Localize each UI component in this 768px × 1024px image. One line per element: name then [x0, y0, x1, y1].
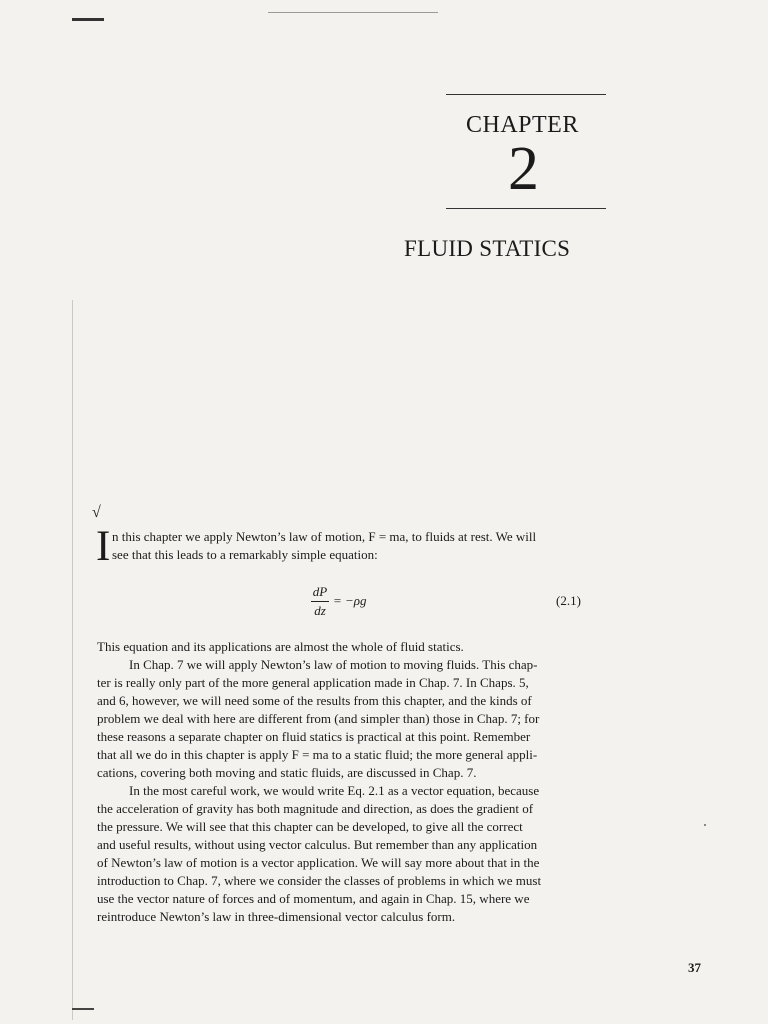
- chapter-rule-bottom: [446, 208, 606, 209]
- body-line: these reasons a separate chapter on fluid statics is practical at this point. Remember: [97, 729, 531, 744]
- body-line: reintroduce Newton’s law in three-dimensional vector calculus form.: [97, 909, 456, 924]
- chapter-title: FLUID STATICS: [404, 236, 571, 261]
- body-line: cations, covering both moving and static fluids, are discussed in Chap. 7.: [97, 765, 477, 780]
- equation-fraction: [311, 584, 329, 619]
- body-line: of Newton’s law of motion is a vector application. We will say more about that in the: [97, 855, 540, 870]
- drop-cap-letter: I: [96, 523, 111, 570]
- body-line: problem we deal with here are different from (and simpler than) those in Chap. 7; for: [97, 711, 540, 726]
- equation-numerator: dP: [312, 584, 328, 599]
- body-line: and useful results, without using vector calculus. But remember than any application: [97, 837, 538, 852]
- equation-rhs: = −ρg: [333, 593, 367, 608]
- body-line: that all we do in this chapter is apply F = ma to a static fluid; the more general appli-: [97, 747, 538, 762]
- chapter-number: 2: [508, 135, 539, 203]
- scan-artifact-foot: [72, 1008, 94, 1010]
- handwritten-check-mark: √: [92, 504, 101, 521]
- page-edge-shadow: [72, 300, 73, 1020]
- scan-artifact-line: [268, 12, 438, 13]
- chapter-rule-top: [446, 94, 606, 95]
- body-line: the acceleration of gravity has both magnitude and direction, as does the gradient of: [97, 801, 534, 816]
- chapter-label: CHAPTER: [466, 112, 579, 138]
- body-line: use the vector nature of forces and of momentum, and again in Chap. 15, where we: [97, 891, 530, 906]
- body-line: This equation and its applications are almost the whole of fluid statics.: [97, 639, 464, 654]
- equation-denominator: dz: [314, 603, 326, 618]
- body-line: the pressure. We will see that this chapter can be developed, to give all the correct: [97, 819, 523, 834]
- scan-artifact-mark: [72, 18, 104, 21]
- body-line: ter is really only part of the more general application made in Chap. 7. In Chaps. 5,: [97, 675, 529, 690]
- fraction-bar: [311, 601, 329, 602]
- body-text: [97, 638, 597, 926]
- body-line: In Chap. 7 we will apply Newton’s law of motion to moving fluids. This chap-: [129, 657, 538, 672]
- intro-line-1: n this chapter we apply Newton’s law of motion, F = ma, to fluids at rest. We will: [112, 529, 537, 544]
- intro-line-2: see that this leads to a remarkably simple equation:: [112, 547, 378, 562]
- equation-number: (2.1): [556, 593, 581, 608]
- body-line: introduction to Chap. 7, where we consider the classes of problems in which we must: [97, 873, 542, 888]
- page-number: 37: [688, 960, 701, 975]
- body-line: In the most careful work, we would write Eq. 2.1 as a vector equation, because: [129, 783, 540, 798]
- body-line: and 6, however, we will need some of the results from this chapter, and the kinds of: [97, 693, 532, 708]
- scan-speck: [704, 824, 706, 826]
